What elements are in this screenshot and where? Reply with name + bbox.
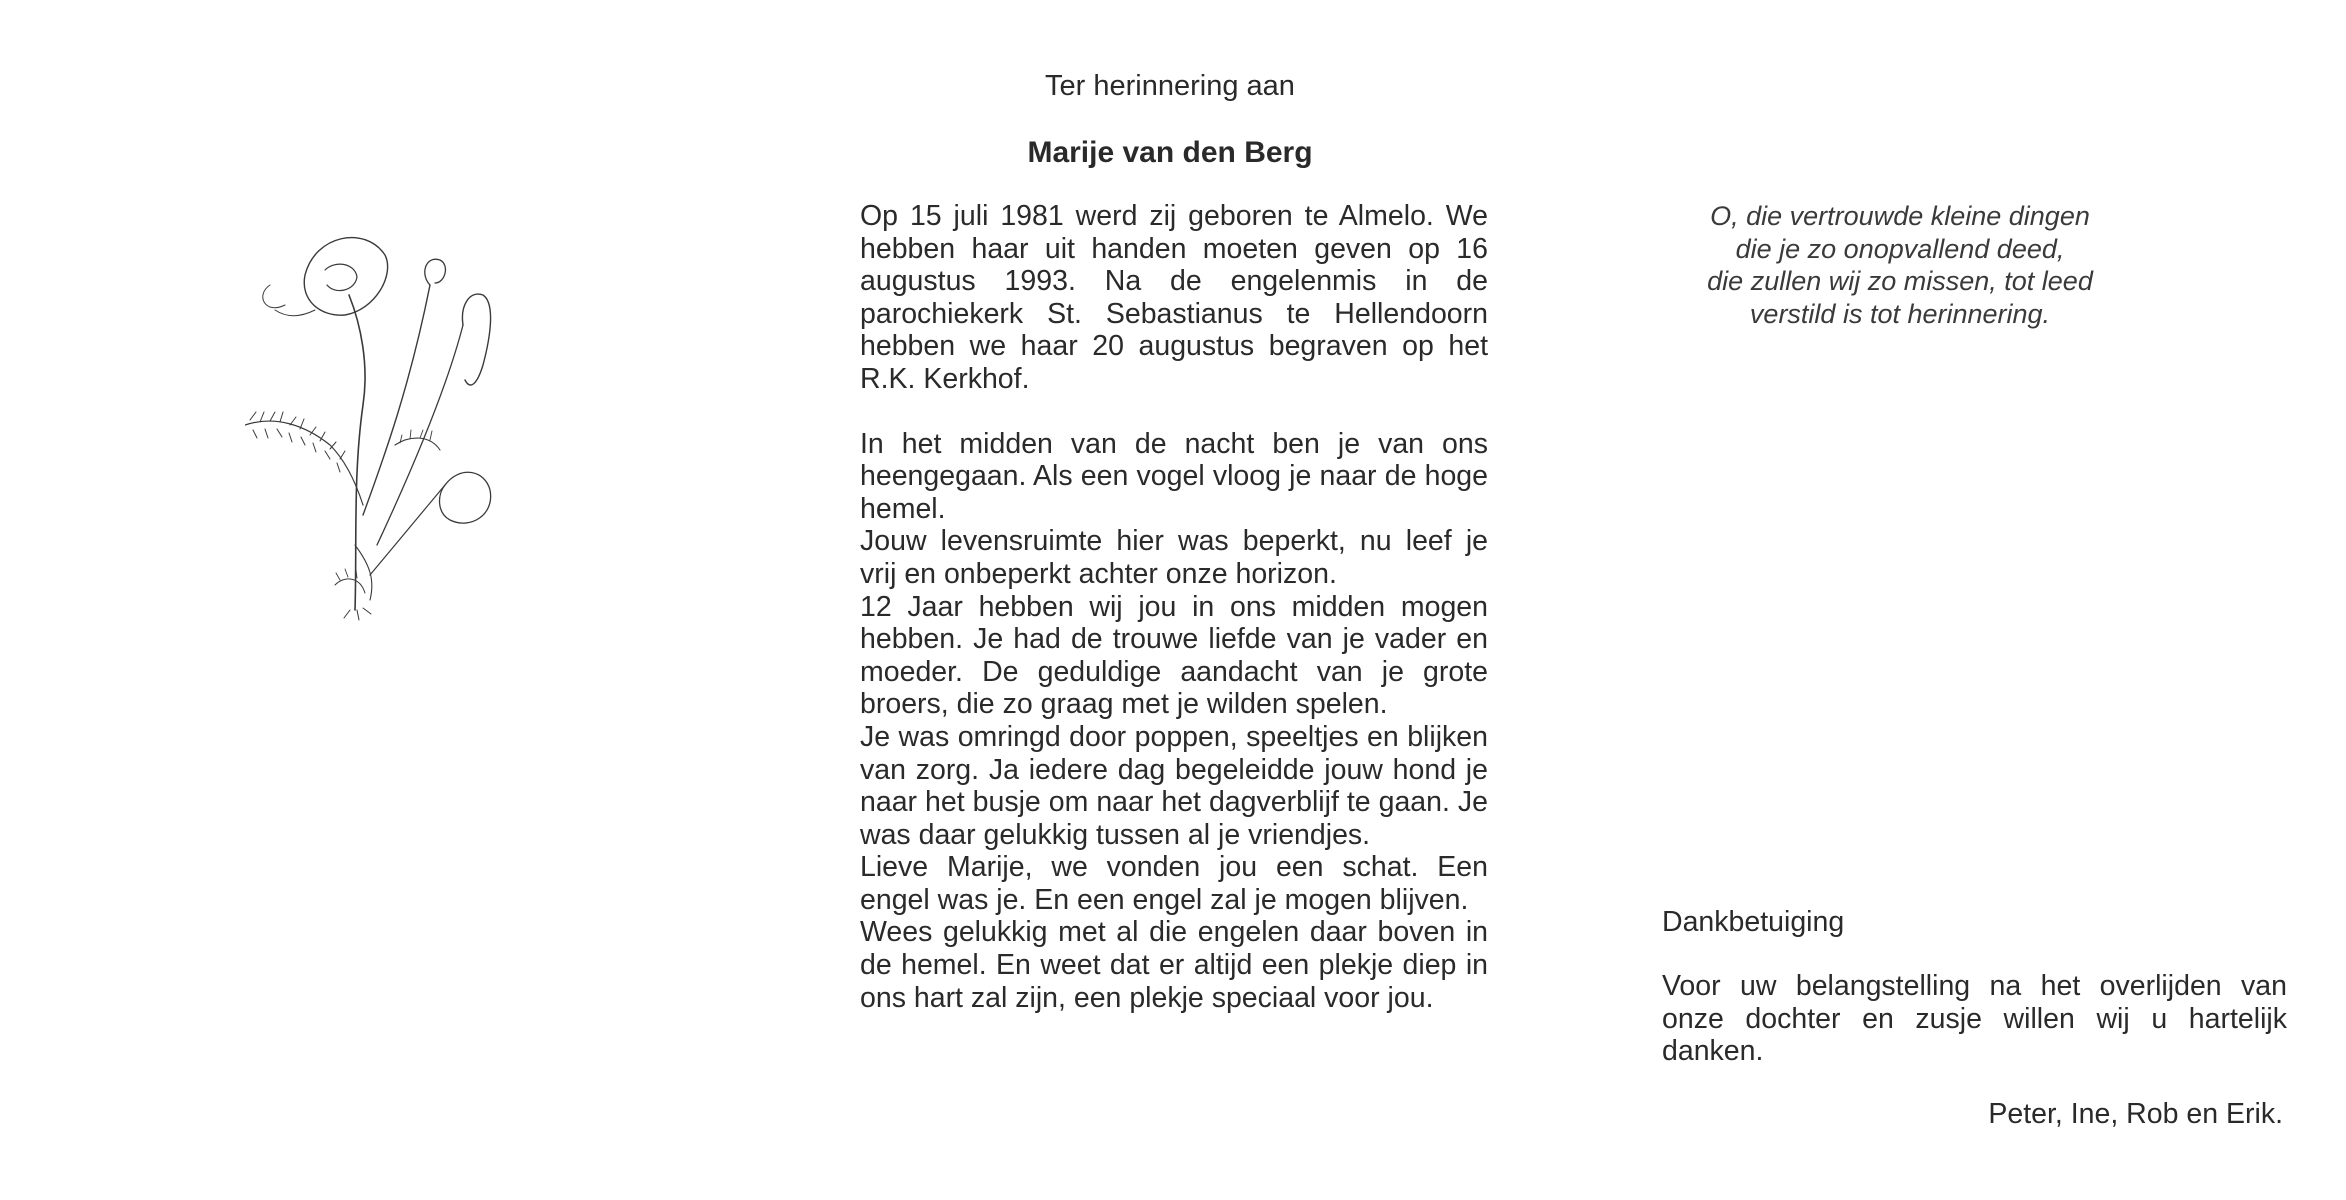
paragraph-horizon: Jouw levensruimte hier was beperkt, nu leef je vrij en onbeperkt achter onze horizon.	[860, 525, 1488, 590]
poem-line: verstild is tot herinnering.	[1749, 298, 2051, 329]
paragraph-angel: Lieve Marije, we vonden jou een schat. Een engel was je. En een engel zal je mogen blijven.	[860, 851, 1488, 916]
paragraph-night: In het midden van de nacht ben je van ons heengegaan. Als een vogel vloog je naar de hoge hemel.	[860, 427, 1488, 525]
poem	[1650, 200, 2150, 330]
thanks-title: Dankbetuiging	[1662, 906, 1845, 938]
poppy-flower-icon	[245, 215, 515, 625]
paragraph-heaven: Wees gelukkig met al die engelen daar boven in de hemel. En weet dat er altijd een plekje diep in ons hart zal zijn, een plekje speciaal voor jou.	[860, 916, 1488, 1014]
poem-line: O, die vertrouwde kleine dingen	[1710, 201, 2090, 231]
deceased-name: Marije van den Berg	[1027, 136, 1313, 169]
paragraph-birth: Op 15 juli 1981 werd zij geboren te Almelo. We hebben haar uit handen moeten geven op 16 augustus 1993. Na de engelenmis in de parochiekerk St. Sebastianus te Hellendoorn hebben we haar 20 augustus begraven op het R.K. Kerkhof.	[860, 200, 1488, 395]
poem-line: die zullen wij zo missen, tot leed	[1707, 266, 2093, 296]
intro-line: Ter herinnering aan	[1045, 70, 1295, 102]
thanks-text: Voor uw belangstelling na het overlijden van onze dochter en zusje willen wij u hartelijk danken.	[1662, 970, 2287, 1068]
family-signature: Peter, Ine, Rob en Erik.	[1988, 1098, 2283, 1130]
paragraph-years: 12 Jaar hebben wij jou in ons midden mogen hebben. Je had de trouwe liefde van je vader en moeder. De geduldige aandacht van je grote broers, die zo graag met je wilden spelen.	[860, 590, 1488, 721]
poem-line: die je zo onopvallend deed,	[1735, 233, 2065, 264]
obituary-text	[860, 200, 1488, 1014]
paragraph-care: Je was omringd door poppen, speeltjes en blijken van zorg. Ja iedere dag begeleidde jouw hond je naar het busje om naar het dagverblijf te gaan. Je was daar gelukkig tussen al je vriendjes.	[860, 720, 1488, 851]
